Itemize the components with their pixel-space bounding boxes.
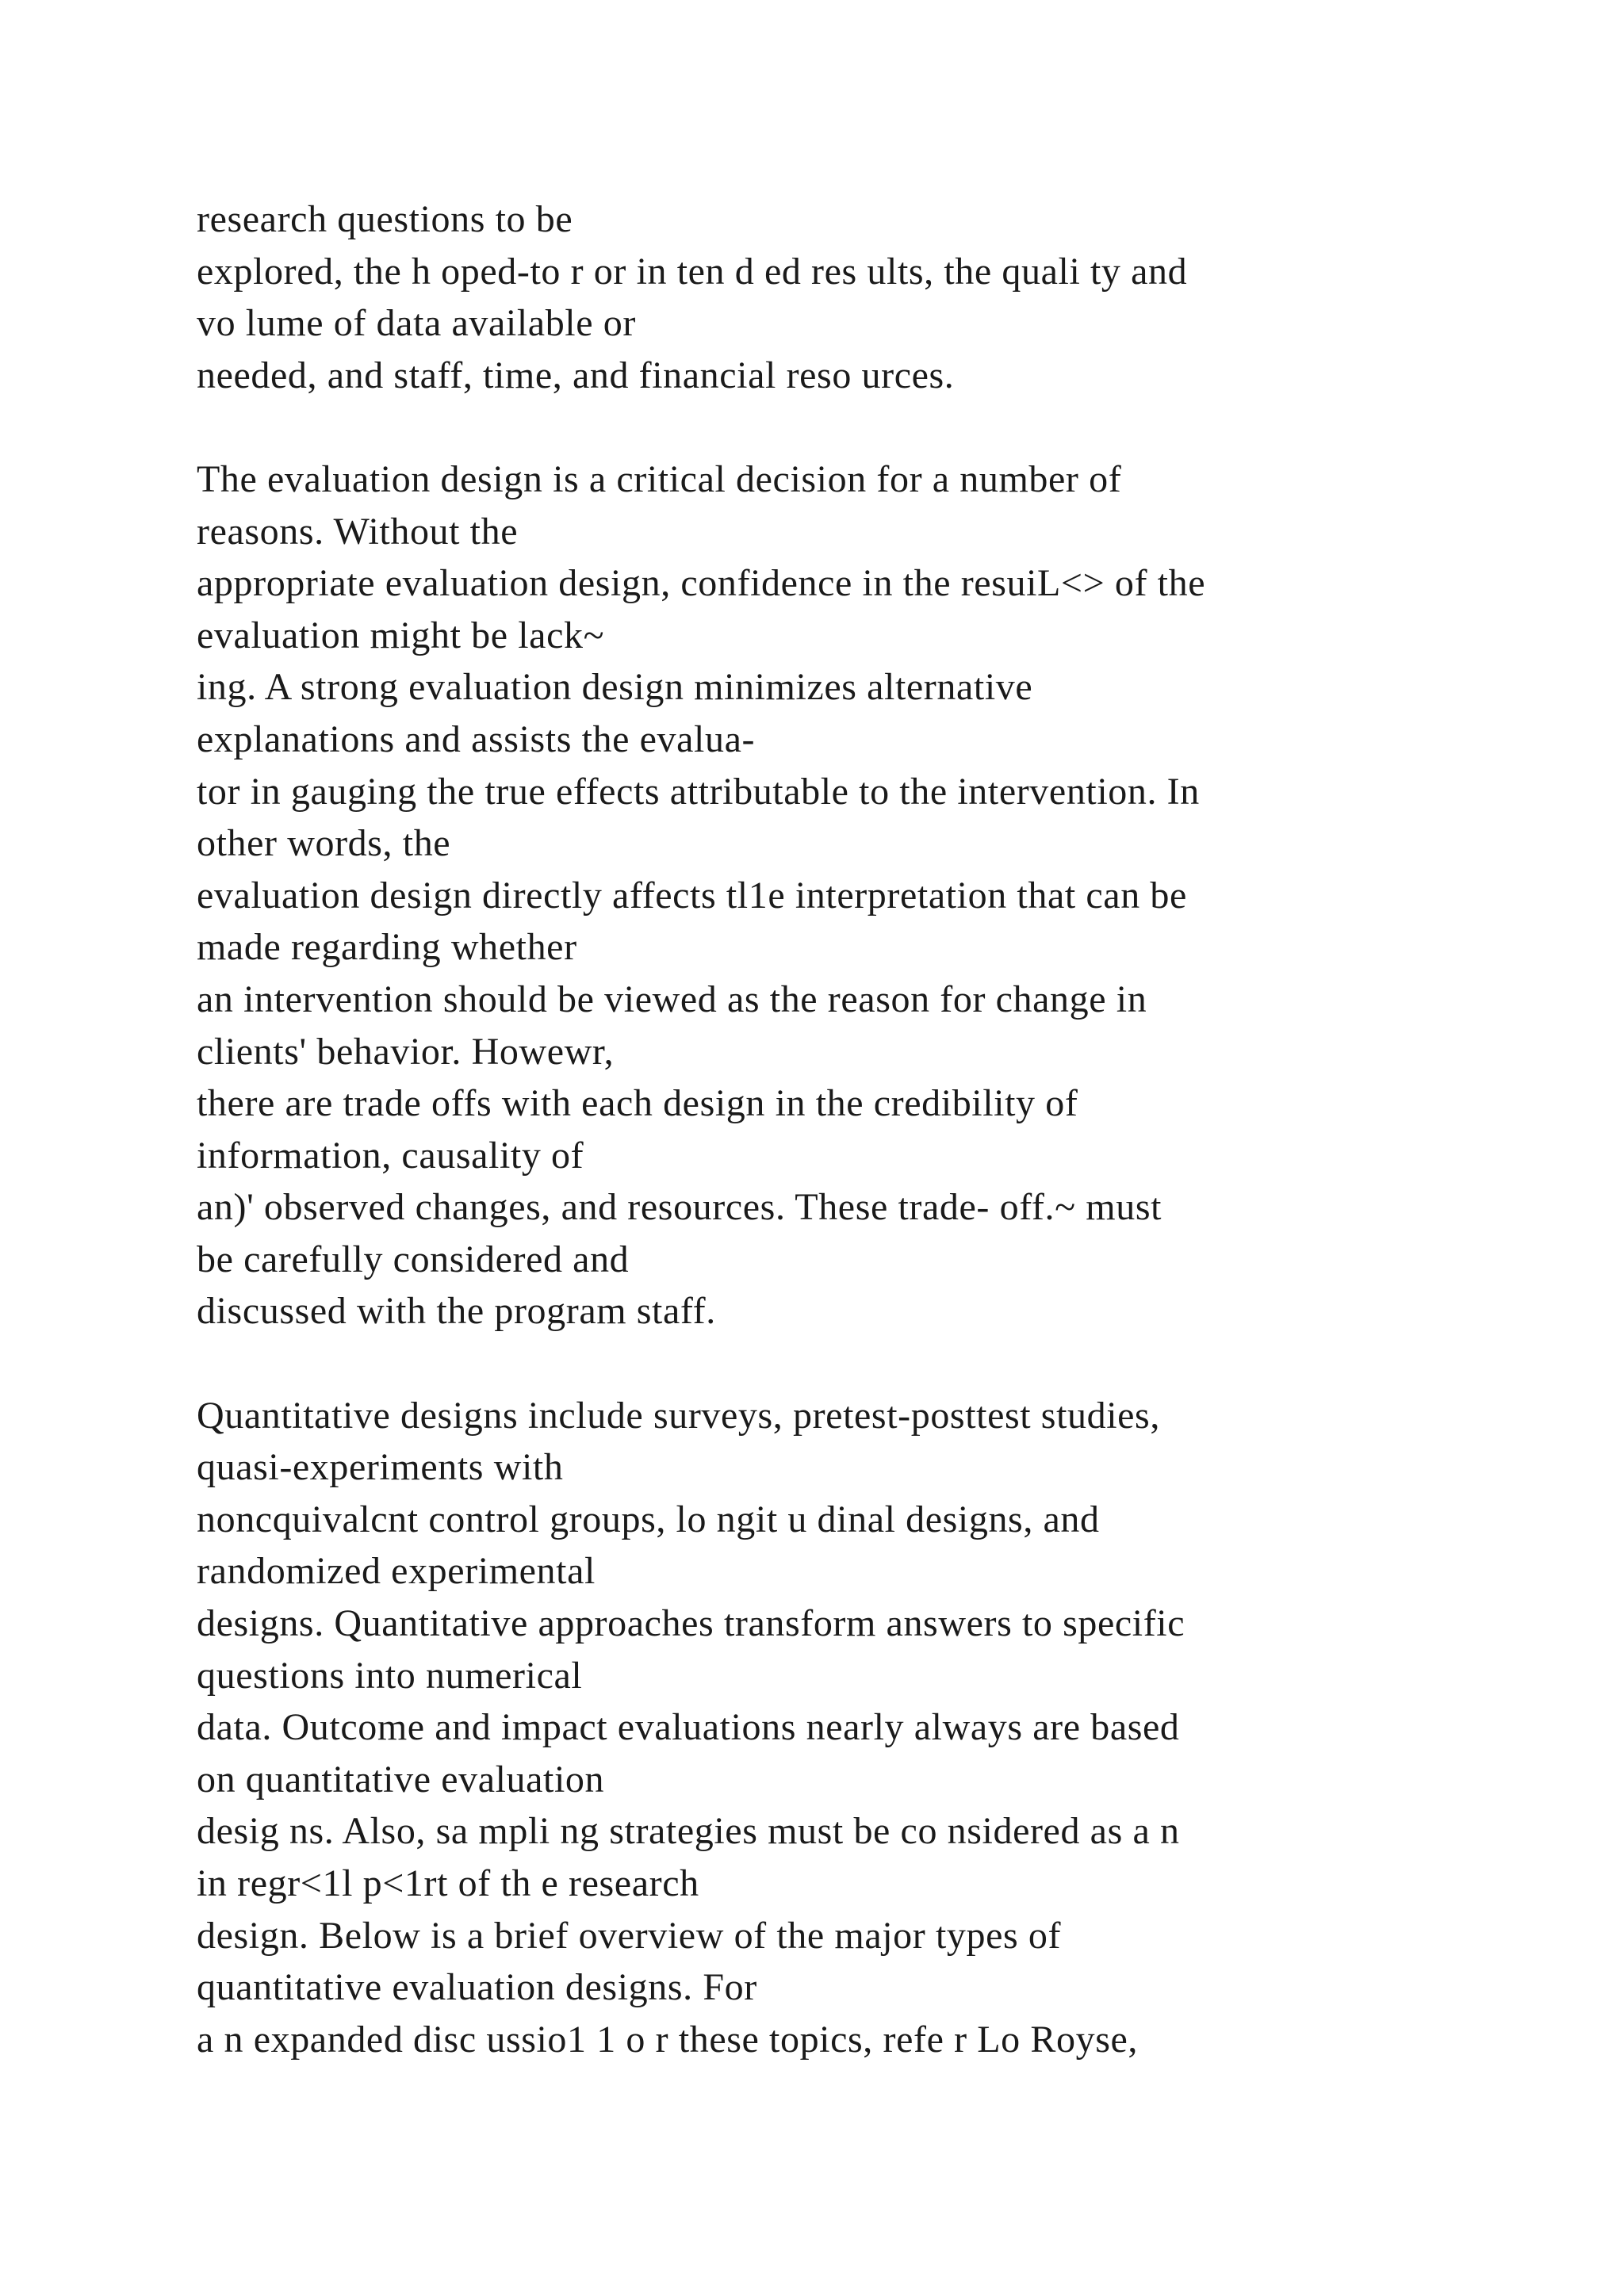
text-line: vo lume of data available or	[197, 302, 636, 345]
text-line: research questions to be	[197, 198, 573, 240]
text-line: information, causality of	[197, 1134, 584, 1177]
text-line: evaluation design directly affects tl1e interpretation that can be	[197, 874, 1187, 916]
text-line: noncquivalcnt control groups, lo ngit u dinal designs, and	[197, 1498, 1100, 1540]
text-line: quasi-experiments with	[197, 1446, 564, 1489]
text-line: explored, the h oped-to r or in ten d ed res ults, the quali ty and	[197, 250, 1188, 293]
paragraph-1	[197, 193, 1561, 401]
text-line: designs. Quantitative approaches transform answers to specific	[197, 1602, 1185, 1645]
text-line: Quantitative designs include surveys, pretest-posttest studies,	[197, 1394, 1160, 1437]
text-line: questions into numerical	[197, 1654, 583, 1697]
text-line: evaluation might be lack~	[197, 614, 605, 656]
text-line: needed, and staff, time, and financial reso urces.	[197, 354, 955, 396]
text-line: an)' observed changes, and resources. These trade- off.~ must	[197, 1186, 1162, 1229]
text-line: tor in gauging the true effects attributable to the intervention. In	[197, 770, 1200, 813]
text-line: data. Outcome and impact evaluations nearly always are based	[197, 1706, 1180, 1749]
text-line: ing. A strong evaluation design minimizes alternative	[197, 666, 1033, 709]
paragraph-2	[197, 453, 1561, 1337]
text-line: appropriate evaluation design, confidence in the resuiL<> of the	[197, 562, 1206, 605]
text-line: quantitative evaluation designs. For	[197, 1966, 757, 2009]
text-line: on quantitative evaluation	[197, 1758, 605, 1800]
paragraph-3	[197, 1390, 1561, 2066]
text-line: other words, the	[197, 822, 451, 865]
text-line: a n expanded disc ussio1 1 o r these topics, refe r Lo Royse,	[197, 2018, 1138, 2061]
text-line: there are trade offs with each design in the credibility of	[197, 1082, 1078, 1125]
text-line: be carefully considered and	[197, 1238, 630, 1280]
text-line: randomized experimental	[197, 1550, 596, 1593]
text-line: clients' behavior. Howewr,	[197, 1030, 615, 1073]
text-line: made regarding whether	[197, 926, 577, 969]
document-body	[197, 193, 1561, 2118]
text-line: design. Below is a brief overview of the major types of	[197, 1914, 1062, 1957]
text-line: in regr<1l p<1rt of th e research	[197, 1862, 699, 1904]
text-line: discussed with the program staff.	[197, 1290, 716, 1333]
text-line: desig ns. Also, sa mpli ng strategies must be co nsidered as a n	[197, 1810, 1180, 1853]
text-line: reasons. Without the	[197, 510, 519, 553]
text-line: The evaluation design is a critical decision for a number of	[197, 457, 1122, 500]
text-line: explanations and assists the evalua-	[197, 718, 756, 760]
text-line: an intervention should be viewed as the reason for change in	[197, 978, 1147, 1020]
